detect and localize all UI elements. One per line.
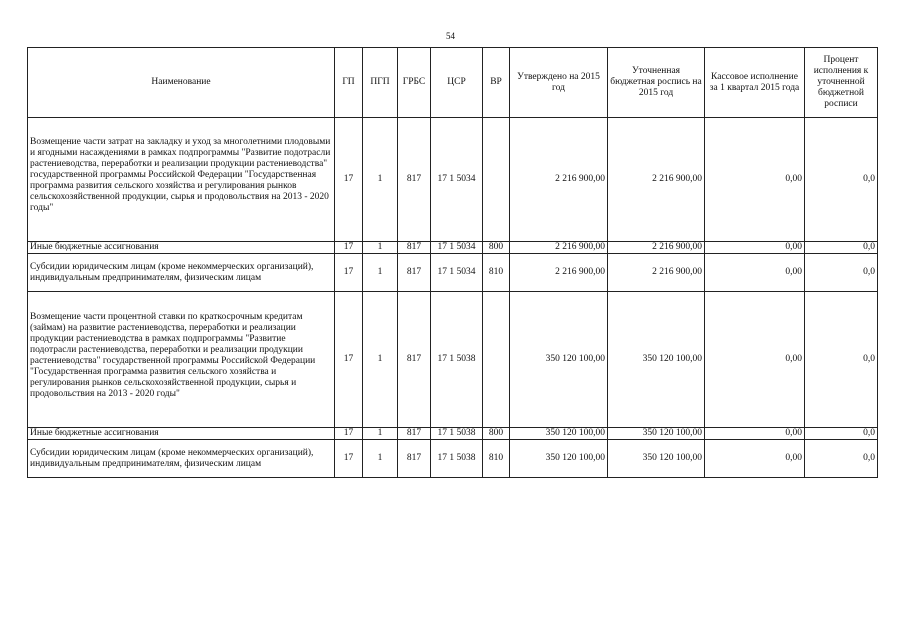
header-cash: Кассовое исполнение за 1 квартал 2015 года xyxy=(705,48,805,118)
row-grbs: 817 xyxy=(398,292,431,428)
row-pgp: 1 xyxy=(363,118,398,242)
row-vr: 810 xyxy=(483,254,510,292)
header-approved: Утверждено на 2015 год xyxy=(510,48,608,118)
row-approved: 2 216 900,00 xyxy=(510,118,608,242)
table-row xyxy=(28,428,878,440)
row-approved: 2 216 900,00 xyxy=(510,242,608,254)
row-csr: 17 1 5038 xyxy=(431,428,483,440)
row-cash: 0,00 xyxy=(705,292,805,428)
row-grbs: 817 xyxy=(398,254,431,292)
row-gp: 17 xyxy=(335,254,363,292)
row-gp: 17 xyxy=(335,428,363,440)
row-refined: 2 216 900,00 xyxy=(608,242,705,254)
row-csr: 17 1 5038 xyxy=(431,292,483,428)
row-vr: 800 xyxy=(483,428,510,440)
row-pgp: 1 xyxy=(363,242,398,254)
row-vr: 810 xyxy=(483,440,510,478)
row-pgp: 1 xyxy=(363,254,398,292)
row-name: Субсидии юридическим лицам (кроме некоммерческих организаций), индивидуальным предпринимателям, физическим лицам xyxy=(28,254,335,292)
row-refined: 350 120 100,00 xyxy=(608,440,705,478)
row-name: Возмещение части процентной ставки по краткосрочным кредитам (займам) на развитие растениеводства, переработки и реализации продукции растениеводства в рамках подпрограммы "Развитие подотрасли растениеводства, переработки и реализации продукции растениеводства" государственной программы Российской Федерации "Государственная программа развития сельского хозяйства и регулирования рынков сельскохозяйственной продукции, сырья и продовольствия на 2013 - 2020 годы" xyxy=(28,292,335,428)
row-grbs: 817 xyxy=(398,428,431,440)
row-csr: 17 1 5034 xyxy=(431,118,483,242)
row-refined: 350 120 100,00 xyxy=(608,428,705,440)
row-pgp: 1 xyxy=(363,440,398,478)
row-refined: 2 216 900,00 xyxy=(608,118,705,242)
header-grbs: ГРБС xyxy=(398,48,431,118)
header-gp: ГП xyxy=(335,48,363,118)
row-approved: 350 120 100,00 xyxy=(510,292,608,428)
row-name: Возмещение части затрат на закладку и уход за многолетними плодовыми и ягодными насаждениями в рамках подпрограммы "Развитие подотрасли растениеводства, переработки и реализации продукции растениеводства" государственной программы Российской Федерации "Государственная программа развития сельского хозяйства и регулирования рынков сельскохозяйственной продукции, сырья и продовольствия на 2013 - 2020 годы" xyxy=(28,118,335,242)
row-approved: 350 120 100,00 xyxy=(510,428,608,440)
table-row xyxy=(28,118,878,242)
header-pgp: ПГП xyxy=(363,48,398,118)
row-grbs: 817 xyxy=(398,118,431,242)
table-row xyxy=(28,254,878,292)
budget-execution-table xyxy=(27,47,878,478)
table-row xyxy=(28,242,878,254)
row-cash: 0,00 xyxy=(705,254,805,292)
row-percent: 0,0 xyxy=(805,242,878,254)
row-approved: 2 216 900,00 xyxy=(510,254,608,292)
header-vr: ВР xyxy=(483,48,510,118)
row-approved: 350 120 100,00 xyxy=(510,440,608,478)
row-percent: 0,0 xyxy=(805,440,878,478)
table-header-row xyxy=(28,48,878,118)
row-gp: 17 xyxy=(335,118,363,242)
table-row xyxy=(28,292,878,428)
row-grbs: 817 xyxy=(398,440,431,478)
row-csr: 17 1 5034 xyxy=(431,254,483,292)
row-pgp: 1 xyxy=(363,292,398,428)
row-vr xyxy=(483,118,510,242)
row-gp: 17 xyxy=(335,242,363,254)
header-refined: Уточненная бюджетная роспись на 2015 год xyxy=(608,48,705,118)
row-refined: 350 120 100,00 xyxy=(608,292,705,428)
row-gp: 17 xyxy=(335,292,363,428)
row-vr xyxy=(483,292,510,428)
row-percent: 0,0 xyxy=(805,428,878,440)
row-name: Субсидии юридическим лицам (кроме некоммерческих организаций), индивидуальным предпринимателям, физическим лицам xyxy=(28,440,335,478)
row-vr: 800 xyxy=(483,242,510,254)
row-cash: 0,00 xyxy=(705,440,805,478)
row-pgp: 1 xyxy=(363,428,398,440)
page-number: 54 xyxy=(446,31,455,41)
row-cash: 0,00 xyxy=(705,118,805,242)
row-csr: 17 1 5034 xyxy=(431,242,483,254)
row-gp: 17 xyxy=(335,440,363,478)
header-percent: Процент исполнения к уточненной бюджетной росписи xyxy=(805,48,878,118)
header-csr: ЦСР xyxy=(431,48,483,118)
row-percent: 0,0 xyxy=(805,292,878,428)
row-name: Иные бюджетные ассигнования xyxy=(28,242,335,254)
row-cash: 0,00 xyxy=(705,428,805,440)
row-name: Иные бюджетные ассигнования xyxy=(28,428,335,440)
table-row xyxy=(28,440,878,478)
header-name: Наименование xyxy=(28,48,335,118)
row-grbs: 817 xyxy=(398,242,431,254)
row-percent: 0,0 xyxy=(805,254,878,292)
row-cash: 0,00 xyxy=(705,242,805,254)
row-percent: 0,0 xyxy=(805,118,878,242)
row-refined: 2 216 900,00 xyxy=(608,254,705,292)
row-csr: 17 1 5038 xyxy=(431,440,483,478)
